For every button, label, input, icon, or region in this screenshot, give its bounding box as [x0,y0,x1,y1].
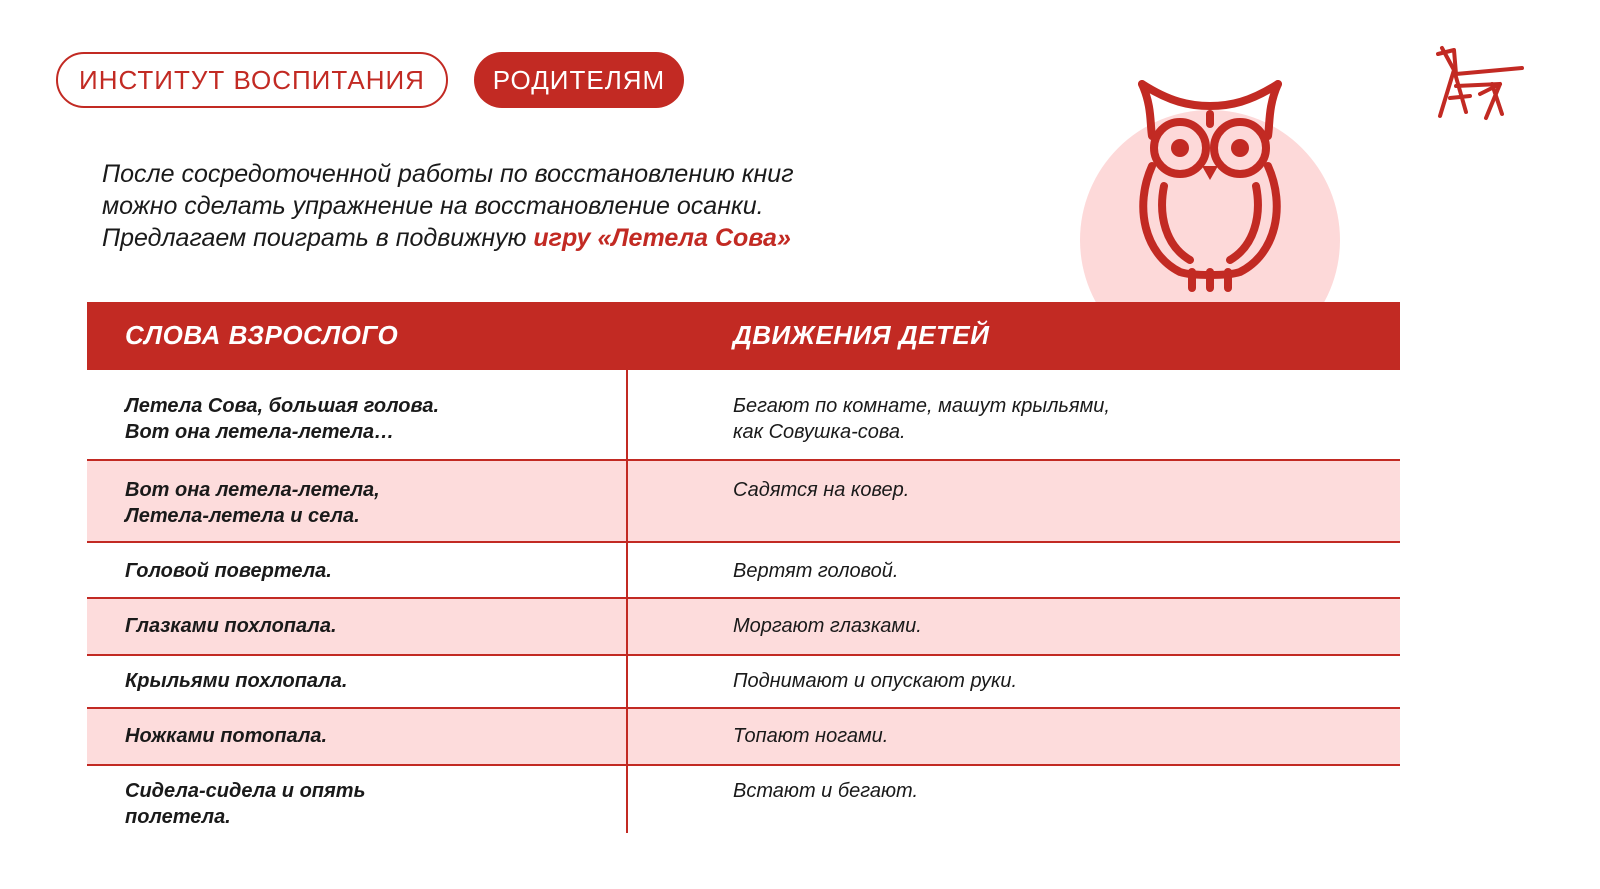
children-line: Встают и бегают. [733,780,918,802]
adult-line: Вот она летела-летела, [125,479,380,501]
game-title-highlight: игру «Летела Сова» [533,224,791,252]
header-children-moves: ДВИЖЕНИЯ ДЕТЕЙ [733,319,990,350]
horse-logo-icon [1430,40,1530,125]
adult-line: Глазками похлопала. [125,615,337,637]
children-moves-cell [628,543,1400,597]
institute-badge: ИНСТИТУТ ВОСПИТАНИЯ [56,52,448,108]
children-line: Топают ногами. [733,725,889,747]
game-table [87,302,1400,833]
children-moves-cell [628,461,1400,541]
adult-words-cell [87,543,628,597]
adult-line: Головой повертела. [125,560,332,582]
children-line: Моргают глазками. [733,615,922,637]
adult-line: полетела. [125,806,231,828]
children-line: Садятся на ковер. [733,479,910,501]
children-moves-cell [628,709,1400,764]
owl-icon [1130,76,1290,296]
intro-text [102,158,1002,254]
children-moves-cell [628,766,1400,833]
adult-line: Летела-летела и села. [125,505,360,527]
adult-words-cell [87,766,628,833]
children-line: Бегают по комнате, машут крыльями, [733,395,1110,417]
table-row [87,654,1400,707]
table-row [87,597,1400,654]
children-moves-cell [628,599,1400,654]
children-line: Поднимают и опускают руки. [733,670,1018,692]
header-adult-words: СЛОВА ВЗРОСЛОГО [125,319,399,350]
adult-line: Сидела-сидела и опять [125,780,366,802]
adult-words-cell [87,370,628,459]
intro-line-1: После сосредоточенной работы по восстановлению книг [102,160,794,188]
adult-words-cell [87,599,628,654]
table-header [87,302,1400,368]
intro-line-3-prefix: Предлагаем поиграть в подвижную [102,224,534,252]
table-row [87,368,1400,459]
adult-line: Крыльями похлопала. [125,670,348,692]
children-moves-cell [628,370,1400,459]
children-line: Вертят головой. [733,560,899,582]
parents-badge: РОДИТЕЛЯМ [474,52,684,108]
intro-line-3 [102,222,1002,254]
children-moves-cell [628,656,1400,707]
table-row [87,541,1400,597]
table-row [87,707,1400,764]
adult-words-cell [87,461,628,541]
intro-line-2: можно сделать упражнение на восстановление осанки. [102,192,764,220]
adult-words-cell [87,709,628,764]
children-line: как Совушка-сова. [733,421,906,443]
table-row [87,764,1400,833]
table-row [87,459,1400,541]
adult-line: Ножками потопала. [125,725,328,747]
adult-words-cell [87,656,628,707]
adult-line: Летела Сова, большая голова. [125,395,440,417]
adult-line: Вот она летела-летела… [125,421,395,443]
